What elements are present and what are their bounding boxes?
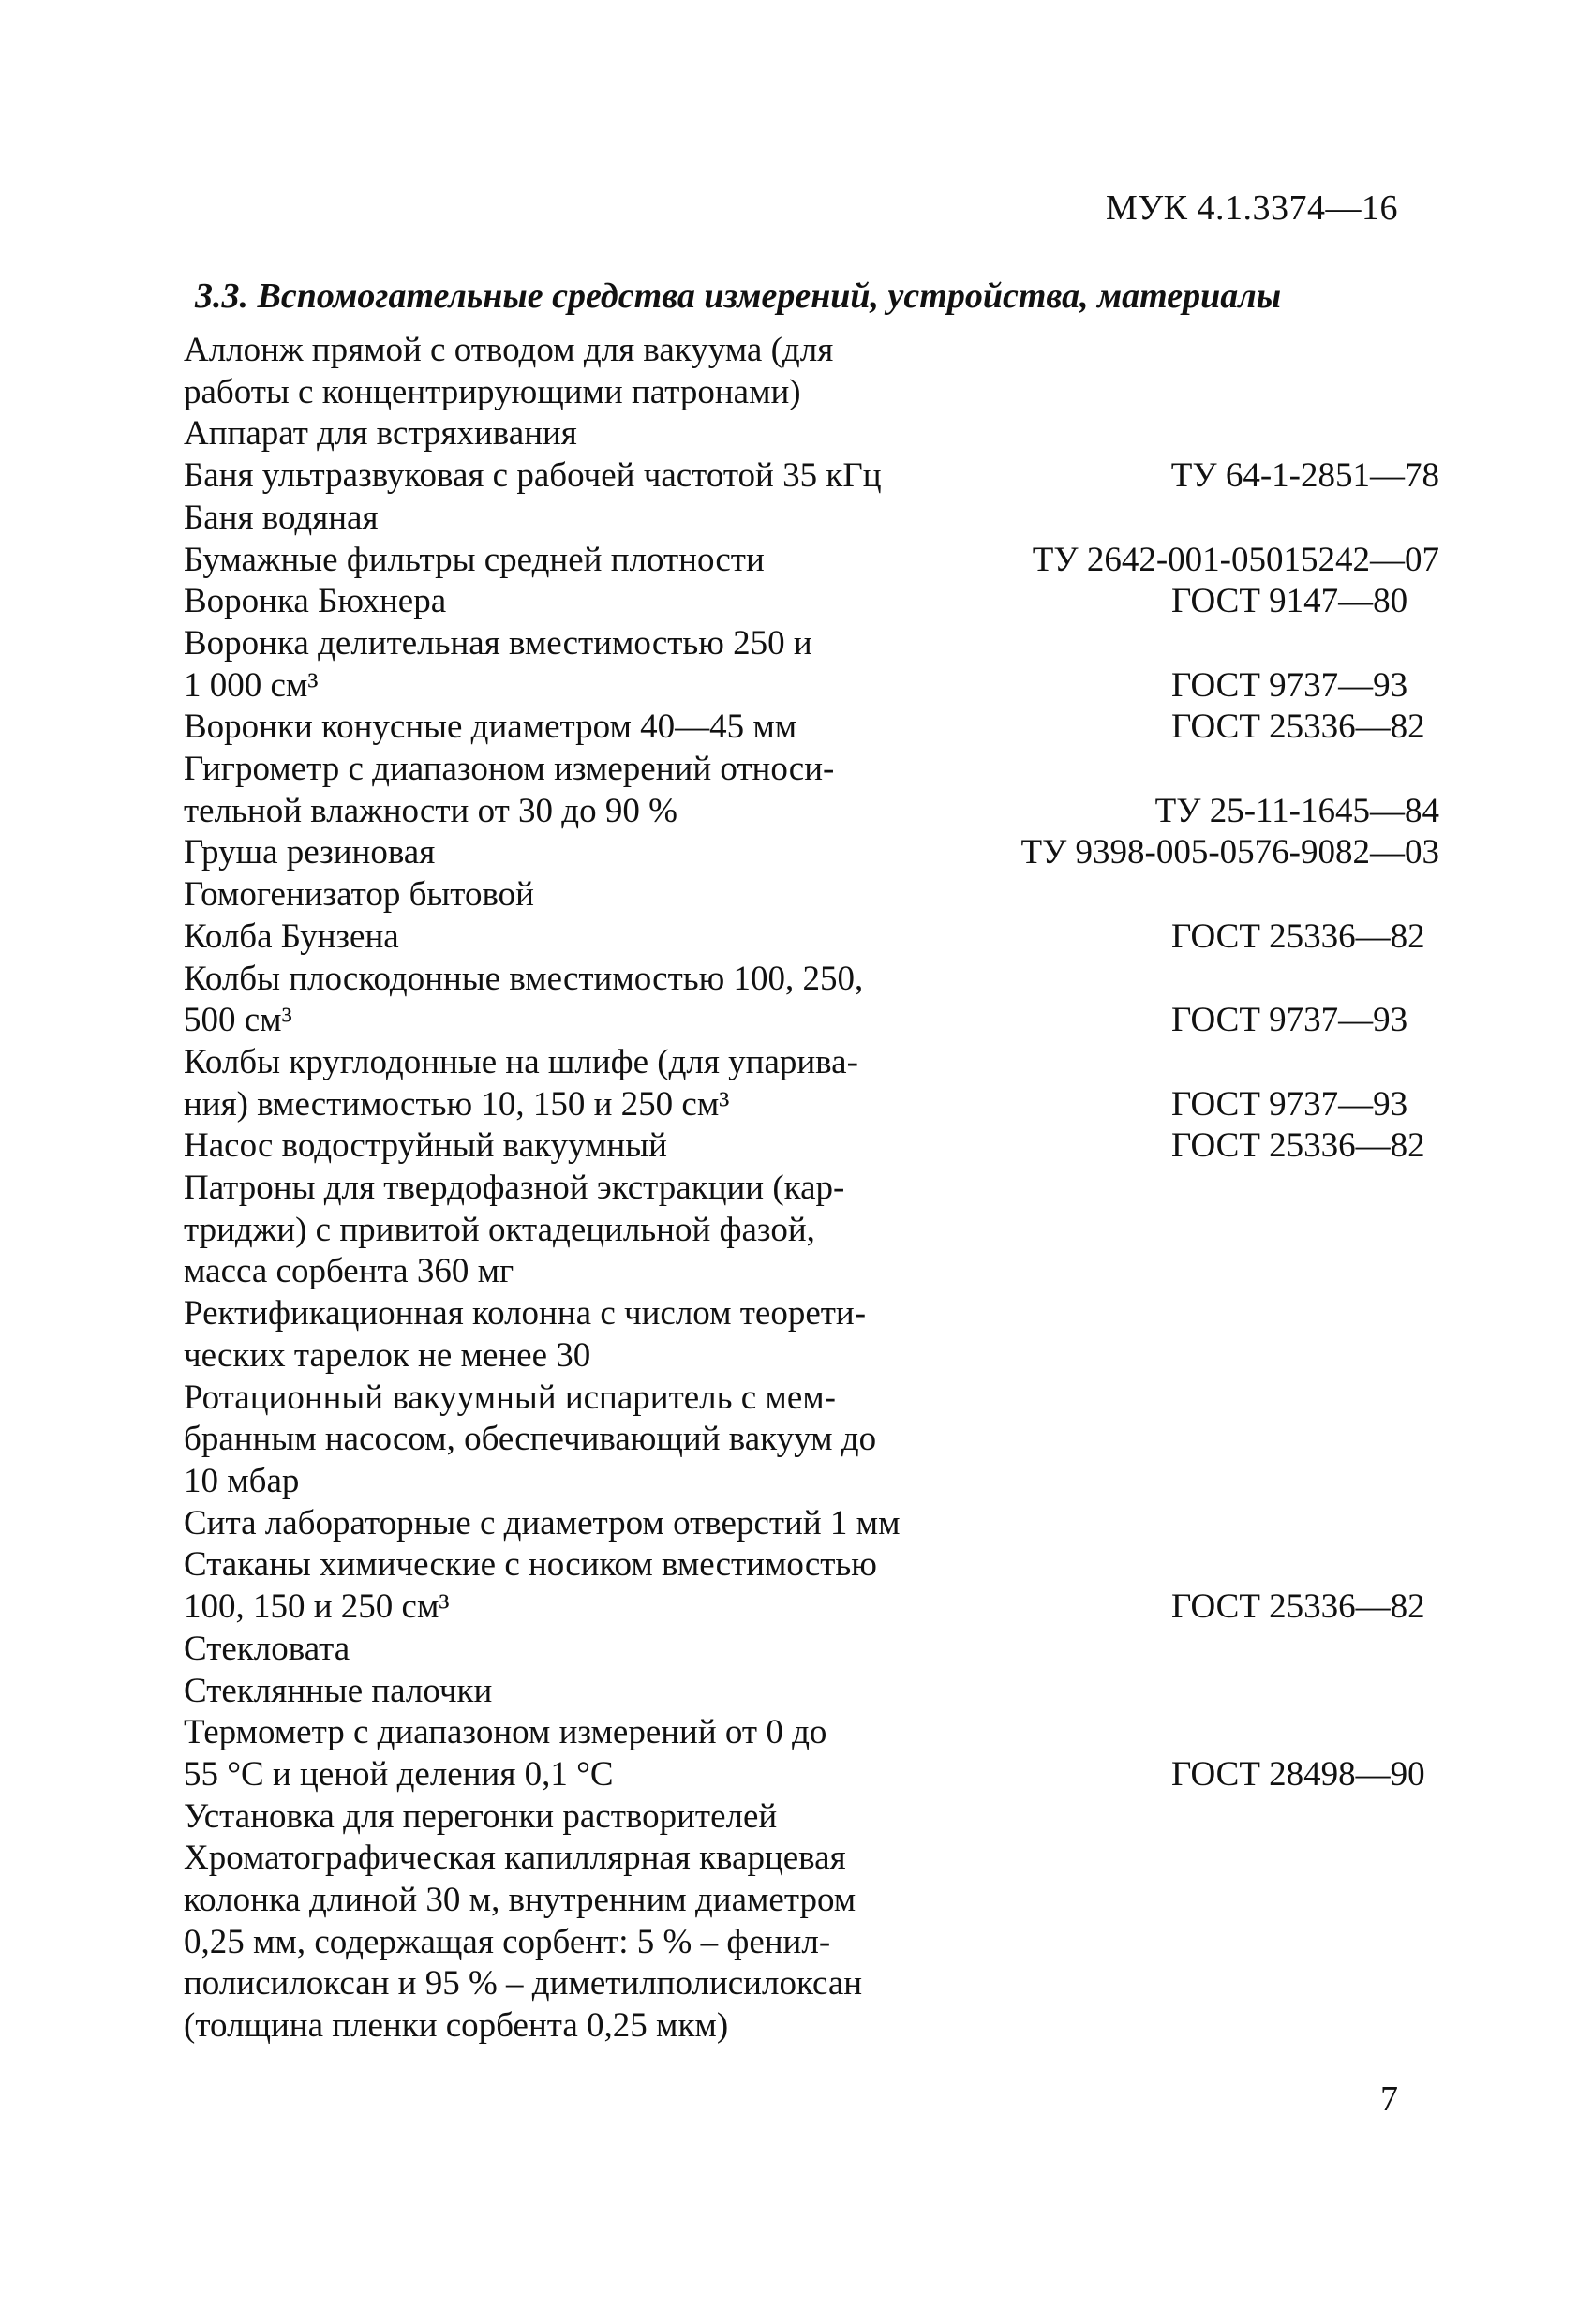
- item-name: Колбы плоскодонные вместимостью 100, 250, 500 см³: [184, 959, 864, 1040]
- item-standard: ТУ 64-1-2851—78: [1170, 456, 1439, 496]
- page-number: 7: [1380, 2079, 1398, 2119]
- item-name: Аллонж прямой с отводом для вакуума (для работы с концентрирующими патронами): [184, 331, 834, 411]
- item-name: Ректификационная колонна с числом теорети- ческих тарелок не менее 30: [184, 1294, 867, 1375]
- item-standard: ГОСТ 28498—90: [1171, 1754, 1425, 1794]
- list-item: [184, 581, 1439, 623]
- item-name: Воронка Бюхнера: [184, 582, 447, 621]
- item-name: Ротационный вакуумный испаритель с мем- бранным насосом, обеспечивающий вакуум до 10 мбар: [184, 1378, 877, 1500]
- list-item: [184, 455, 1439, 498]
- list-item: [184, 330, 1439, 413]
- item-name: Стаканы химические с носиком вместимостью 100, 150 и 250 см³: [184, 1545, 877, 1627]
- document-code: МУК 4.1.3374—16: [1105, 188, 1398, 228]
- item-name: Установка для перегонки растворителей: [184, 1796, 778, 1836]
- item-standard: ТУ 9398-005-0576-9082—03: [1020, 833, 1439, 872]
- item-name: Баня ультразвуковая с рабочей частотой 35 кГц: [184, 456, 882, 496]
- item-name: Аппарат для встряхивания: [184, 414, 577, 454]
- item-name: Бумажные фильтры средней плотности: [184, 540, 765, 579]
- item-standard: ГОСТ 25336—82: [1171, 708, 1425, 747]
- item-standard: ГОСТ 25336—82: [1171, 1587, 1425, 1627]
- item-name: Патроны для твердофазной экстракции (кар- триджи) с привитой октадецильной фазой, масса сорбента 360 мг: [184, 1169, 845, 1291]
- list-item: [184, 1671, 1439, 1713]
- item-name: Сита лабораторные с диаметром отверстий 1 мм: [184, 1503, 901, 1542]
- item-name: Воронка делительная вместимостью 250 и 1 000 см³: [184, 623, 812, 705]
- item-name: Гомогенизатор бытовой: [184, 875, 534, 915]
- item-standard: ГОСТ 9737—93: [1171, 665, 1408, 705]
- item-name: Гигрометр с диапазоном измерений относи- тельной влажности от 30 до 90 %: [184, 750, 835, 830]
- list-item: [184, 413, 1439, 455]
- item-name: Колбы круглодонные на шлифе (для упарива- ния) вместимостью 10, 150 и 250 см³: [184, 1042, 858, 1124]
- item-standard: ГОСТ 9737—93: [1171, 1084, 1408, 1124]
- equipment-list: [184, 330, 1439, 2048]
- list-item: [184, 623, 1439, 707]
- item-name: Насос водоструйный вакуумный: [184, 1126, 667, 1166]
- item-name: Воронки конусные диаметром 40—45 мм: [184, 708, 797, 747]
- list-item: [184, 1503, 1439, 1545]
- list-item: [184, 1293, 1439, 1377]
- item-standard: ГОСТ 9147—80: [1171, 582, 1408, 621]
- item-standard: ГОСТ 25336—82: [1171, 1126, 1425, 1166]
- list-item: [184, 1712, 1439, 1795]
- item-name: Груша резиновая: [184, 833, 436, 872]
- list-item: [184, 749, 1439, 832]
- item-name: Хроматографическая капиллярная кварцевая колонка длиной 30 м, внутренним диаметром 0,25 мм, содержащая сорбент: 5 % – фенил- полисилоксан и 95 % – диметилполисилоксан (толщина пленки сорбента 0,25 мкм): [184, 1839, 863, 2046]
- item-standard: ТУ 2642-001-05015242—07: [1032, 540, 1439, 579]
- list-item: [184, 832, 1439, 874]
- item-standard: ГОСТ 9737—93: [1171, 1001, 1408, 1040]
- list-item: [184, 916, 1439, 959]
- list-item: [184, 1629, 1439, 1671]
- item-name: Баня водяная: [184, 498, 379, 537]
- list-item: [184, 1544, 1439, 1628]
- item-name: Стеклянные палочки: [184, 1671, 493, 1710]
- list-item: [184, 959, 1439, 1042]
- list-item: [184, 1042, 1439, 1125]
- list-item: [184, 540, 1439, 582]
- item-standard: ТУ 25-11-1645—84: [1154, 791, 1439, 830]
- list-item: [184, 1796, 1439, 1839]
- list-item: [184, 1838, 1439, 2048]
- item-standard: ГОСТ 25336—82: [1171, 916, 1425, 956]
- item-name: Стекловата: [184, 1629, 350, 1668]
- item-name: Колба Бунзена: [184, 916, 399, 956]
- item-name: Термометр с диапазоном измерений от 0 до 55 °С и ценой деления 0,1 °С: [184, 1713, 827, 1794]
- list-item: [184, 874, 1439, 916]
- list-item: [184, 707, 1439, 749]
- list-item: [184, 1168, 1439, 1293]
- list-item: [184, 1378, 1439, 1503]
- section-title: 3.3. Вспомогательные средства измерений, устройства, материалы: [195, 276, 1282, 316]
- list-item: [184, 1125, 1439, 1168]
- list-item: [184, 498, 1439, 540]
